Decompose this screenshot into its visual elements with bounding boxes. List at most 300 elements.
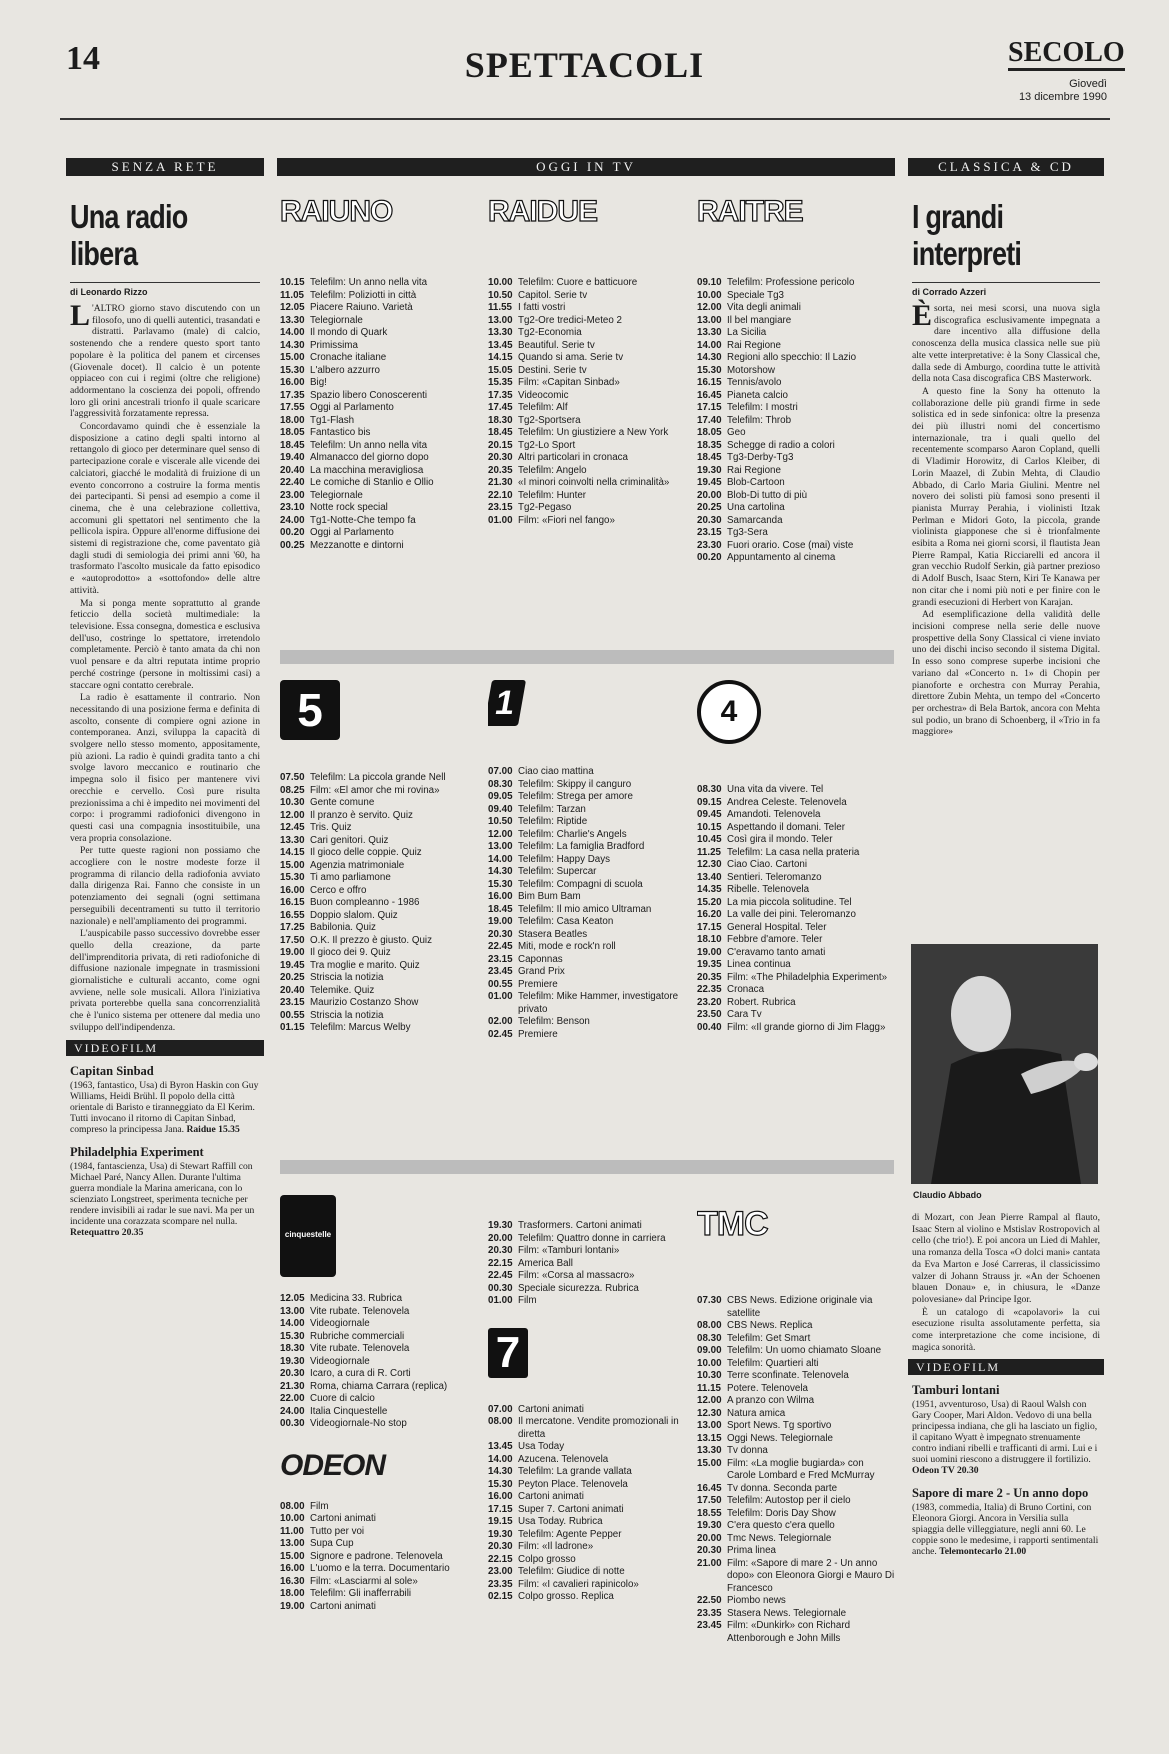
program-title: CBS News. Edizione originale via satellite (727, 1295, 873, 1319)
canale5-logo (280, 680, 476, 740)
program-row (488, 916, 686, 929)
program-time: 10.15 (280, 277, 305, 288)
channel-raiuno (280, 195, 476, 635)
program-row (280, 1601, 476, 1614)
program-row (697, 527, 895, 540)
program-row (697, 922, 895, 935)
program-time: 18.05 (697, 427, 722, 438)
program-time: 00.25 (280, 539, 305, 551)
left-byline: di Leonardo Rizzo (70, 282, 260, 297)
program-title: Icaro, a cura di R. Corti (310, 1368, 411, 1379)
program-row (488, 1591, 686, 1604)
program-title: Tg2-Lo Sport (518, 439, 576, 451)
program-row (488, 954, 686, 967)
program-title: Telefilm: Agente Pepper (518, 1528, 622, 1540)
channel-raitre (697, 195, 895, 635)
right-videofilm-item (908, 1486, 1104, 1557)
program-time: 18.10 (697, 934, 722, 945)
program-row (488, 966, 686, 979)
program-time: 08.00 (697, 1320, 722, 1331)
program-title: Motorshow (727, 364, 775, 376)
program-time: 12.30 (697, 859, 722, 870)
program-time: 18.45 (488, 903, 513, 915)
program-row (280, 1418, 476, 1431)
program-title: Schegge di radio a colori (727, 439, 835, 451)
program-title: Ciao ciao mattina (518, 766, 594, 777)
program-row (280, 785, 476, 798)
retequattro-logo (697, 680, 895, 744)
program-row (488, 1479, 686, 1492)
program-time: 21.00 (697, 1557, 722, 1569)
program-row (697, 327, 895, 340)
program-row (280, 922, 476, 935)
program-title: Appuntamento al cinema (727, 552, 836, 563)
program-title: Ribelle. Telenovela (727, 884, 810, 895)
program-time: 24.00 (280, 514, 305, 526)
program-time: 17.35 (488, 389, 513, 401)
program-row (280, 997, 476, 1010)
program-title: Almanacco del giorno dopo (310, 452, 429, 463)
program-time: 18.30 (280, 1343, 305, 1354)
program-time: 13.00 (697, 314, 722, 326)
program-row (280, 327, 476, 340)
program-title: Doppio slalom. Quiz (310, 909, 398, 921)
program-title: Telefilm: Compagni di scuola (518, 878, 643, 890)
program-row (488, 866, 686, 879)
page-number: 14 (66, 40, 100, 77)
program-title: Oggi al Parlamento (310, 402, 394, 413)
program-row (280, 515, 476, 528)
program-title: Oggi News. Telegiornale (727, 1432, 834, 1444)
program-time: 14.15 (280, 847, 305, 858)
videofilm-text (70, 1161, 260, 1238)
videofilm-text (912, 1399, 1100, 1476)
program-row (280, 885, 476, 898)
program-row (697, 477, 895, 490)
program-row (488, 1258, 686, 1271)
program-row (697, 502, 895, 515)
rete-a-schedule (488, 1220, 686, 1308)
program-row (488, 1220, 686, 1233)
program-title: Cronaca (727, 984, 765, 995)
program-time: 23.45 (488, 966, 513, 977)
program-row (697, 1495, 895, 1508)
program-title: Speciale sicurezza. Rubrica (518, 1282, 639, 1294)
program-title: Ciao Ciao. Cartoni (727, 859, 808, 870)
program-time: 14.00 (697, 339, 722, 351)
program-row (488, 465, 686, 478)
program-row (697, 390, 895, 403)
program-title: Telefilm: Quartieri alti (727, 1357, 819, 1369)
program-row (280, 1331, 476, 1344)
program-row (697, 540, 895, 553)
program-row (697, 1370, 895, 1383)
program-time: 00.30 (488, 1282, 513, 1294)
program-title: Telefilm: Supercar (518, 866, 597, 877)
program-title: Sentieri. Teleromanzo (727, 871, 822, 883)
program-row (488, 290, 686, 303)
program-title: Natura amica (727, 1407, 786, 1419)
program-title: Andrea Celeste. Telenovela (727, 796, 847, 808)
program-title: Telefilm: Un anno nella vita (310, 277, 428, 288)
program-title: Film: «Lasciarmi al sole» (310, 1575, 418, 1587)
program-time: 22.35 (697, 984, 722, 995)
program-time: 09.05 (488, 791, 513, 802)
program-row (280, 315, 476, 328)
program-time: 23.15 (488, 502, 513, 513)
program-row (697, 1383, 895, 1396)
program-row (697, 1433, 895, 1446)
program-row (488, 891, 686, 904)
program-title: Supa Cup (310, 1538, 354, 1549)
program-row (280, 1538, 476, 1551)
program-title: Telefilm: La piccola grande Nell (310, 772, 446, 783)
program-time: 19.00 (280, 947, 305, 958)
program-time: 19.30 (488, 1220, 513, 1231)
program-title: Vite rubate. Telenovela (310, 1343, 410, 1354)
program-title: Cartoni animati (518, 1491, 584, 1502)
program-row (697, 859, 895, 872)
program-row (280, 1406, 476, 1419)
program-row (488, 415, 686, 428)
program-time: 16.00 (488, 1491, 513, 1502)
program-row (697, 997, 895, 1010)
program-row (697, 1508, 895, 1521)
program-title: Telemike. Quiz (310, 984, 375, 996)
program-time: 08.00 (280, 1500, 305, 1512)
program-time: 07.50 (280, 772, 305, 783)
program-title: Regioni allo specchio: Il Lazio (727, 352, 857, 363)
program-row (488, 1541, 686, 1554)
program-title: Il gioco dei 9. Quiz (310, 947, 391, 958)
program-time: 15.20 (697, 896, 722, 908)
program-title: A pranzo con Wilma (727, 1395, 815, 1406)
program-row (697, 809, 895, 822)
program-row (280, 290, 476, 303)
program-time: 10.00 (697, 1357, 722, 1369)
program-time: 23.15 (697, 527, 722, 538)
program-title: Cronache italiane (310, 352, 387, 363)
program-title: Film: «El amor che mi rovina» (310, 784, 440, 796)
program-title: Film: «Tamburi lontani» (518, 1245, 620, 1256)
program-time: 00.20 (280, 527, 305, 538)
program-time: 10.30 (697, 1370, 722, 1381)
program-row (280, 1368, 476, 1381)
program-row (697, 427, 895, 440)
program-title: Spazio libero Conoscerenti (310, 389, 428, 401)
program-row (697, 315, 895, 328)
videofilm-text (912, 1502, 1100, 1557)
program-row (280, 402, 476, 415)
program-row (488, 841, 686, 854)
program-time: 14.15 (488, 352, 513, 363)
program-title: Il mondo di Quark (310, 327, 388, 338)
program-time: 22.00 (280, 1393, 305, 1404)
program-time: 15.30 (488, 878, 513, 890)
program-row (280, 390, 476, 403)
program-title: Così gira il mondo. Teler (727, 834, 833, 845)
program-row (488, 1466, 686, 1479)
canale5-schedule (280, 772, 476, 1035)
program-title: Usa Today. Rubrica (518, 1516, 603, 1527)
program-time: 10.00 (697, 289, 722, 301)
program-row (697, 1545, 895, 1558)
program-title: Telefilm: Casa Keaton (518, 916, 614, 927)
program-time: 14.30 (488, 866, 513, 877)
program-time: 13.00 (280, 1305, 305, 1317)
program-row (697, 959, 895, 972)
program-title: Telefilm: La grande vallata (518, 1466, 632, 1477)
retequattro-logo-mark: 4 (697, 680, 761, 744)
program-title: La macchina meravigliosa (310, 464, 424, 476)
program-row (488, 427, 686, 440)
program-title: Caponnas (518, 953, 563, 965)
program-row (488, 302, 686, 315)
program-title: Telegiornale (310, 489, 363, 501)
program-time: 22.45 (488, 941, 513, 952)
program-title: Il bel mangiare (727, 314, 792, 326)
divider-band (280, 650, 894, 664)
program-time: 00.55 (280, 1009, 305, 1021)
program-row (488, 1566, 686, 1579)
program-title: Il mercatone. Vendite promozionali in diretta (518, 1416, 679, 1440)
program-row (488, 1245, 686, 1258)
italia1-logo (488, 680, 686, 726)
raiuno-schedule (280, 277, 476, 552)
program-time: 09.00 (697, 1345, 722, 1356)
left-section-label: SENZA RETE (66, 158, 264, 176)
program-title: Tv donna. Seconda parte (727, 1482, 838, 1494)
program-time: 23.10 (280, 502, 305, 513)
program-time: 12.45 (280, 822, 305, 833)
program-row (697, 1445, 895, 1458)
program-row (280, 935, 476, 948)
program-title: Telefilm: Benson (518, 1016, 590, 1027)
program-title: Trasformers. Cartoni animati (518, 1220, 642, 1231)
program-row (280, 415, 476, 428)
program-title: Telefilm: Alf (518, 402, 568, 413)
right-paragraph (912, 299, 1100, 385)
program-title: Tg1-Flash (310, 414, 355, 426)
program-time: 23.45 (697, 1620, 722, 1631)
program-title: Telefilm: Gli inafferrabili (310, 1588, 412, 1599)
program-row (488, 1579, 686, 1592)
program-title: Premiere (518, 1028, 558, 1040)
program-time: 08.30 (488, 778, 513, 790)
program-row (697, 822, 895, 835)
section-title: SPETTACOLI (464, 45, 705, 85)
program-title: Potere. Telenovela (727, 1382, 808, 1394)
program-time: 20.35 (697, 971, 722, 983)
program-title: C'era questo c'era quello (727, 1520, 835, 1531)
right-paragraph: di Mozart, con Jean Pierre Rampal al flauto, Isaac Stern al violino e Mstislav Rostropovich al cello (che trio!). E poi ancora un Lied di Mahler, una romanza della Tosca «O dolci mani» cantata da Eva Marton e José Carreras, il classicissimo valzer di Johann Strauss jr. «An der Schoenen blauen Donau» e, in chiusura, le «Danze polovesiane» dal Principe Igor. (912, 1212, 1100, 1305)
program-title: Premiere (518, 978, 558, 990)
program-time: 13.30 (697, 327, 722, 338)
program-row (488, 1491, 686, 1504)
program-title: Miti, mode e rock'n roll (518, 941, 616, 952)
program-time: 17.40 (697, 414, 722, 426)
program-row (280, 960, 476, 973)
program-row (280, 440, 476, 453)
program-time: 22.50 (697, 1595, 722, 1606)
program-title: Samarcanda (727, 514, 783, 526)
right-article-body (912, 299, 1100, 738)
program-row (488, 829, 686, 842)
program-title: Film: «La moglie bugiarda» con Carole Lombard e Fred McMurray (727, 1457, 875, 1481)
program-row (697, 934, 895, 947)
program-title: Videogiornale-No stop (310, 1418, 407, 1429)
program-time: 19.45 (697, 477, 722, 488)
program-time: 00.20 (697, 552, 722, 563)
program-time: 15.00 (280, 1550, 305, 1562)
program-title: Colpo grosso. Replica (518, 1591, 614, 1602)
italia1-schedule (488, 766, 686, 1041)
program-row (488, 452, 686, 465)
program-row (697, 352, 895, 365)
program-time: 10.30 (280, 797, 305, 808)
program-row (697, 1608, 895, 1621)
program-row (488, 1016, 686, 1029)
program-title: L'albero azzurro (310, 364, 380, 376)
program-time: 00.55 (488, 978, 513, 990)
program-time: 12.30 (697, 1407, 722, 1419)
program-time: 23.35 (697, 1607, 722, 1619)
program-time: 13.30 (697, 1445, 722, 1456)
videofilm-title: Philadelphia Experiment (70, 1144, 204, 1159)
divider-band (280, 1160, 894, 1174)
program-title: Telefilm: Un anno nella vita (310, 439, 428, 451)
program-row (280, 352, 476, 365)
program-row (280, 772, 476, 785)
program-time: 22.15 (488, 1553, 513, 1565)
portrait-illustration (911, 944, 1098, 1184)
program-row (488, 1404, 686, 1417)
program-row (488, 1441, 686, 1454)
program-title: Tg2-Sportsera (518, 414, 581, 426)
cinquestelle-logo-mark: cinquestelle (280, 1195, 336, 1277)
program-time: 12.00 (488, 828, 513, 840)
program-time: 10.00 (488, 277, 513, 288)
tmc-schedule (697, 1295, 895, 1645)
program-title: Geo (727, 427, 746, 438)
program-title: Tutto per voi (310, 1525, 365, 1537)
program-title: Una vita da vivere. Tel (727, 784, 824, 795)
program-time: 10.00 (280, 1513, 305, 1524)
program-time: 17.15 (488, 1503, 513, 1515)
program-time: 09.45 (697, 809, 722, 820)
program-time: 16.30 (280, 1575, 305, 1587)
program-title: Telefilm: Mike Hammer, investigatore privato (518, 991, 679, 1015)
program-time: 15.35 (488, 377, 513, 388)
program-row (280, 1318, 476, 1331)
program-time: 07.30 (697, 1295, 722, 1306)
program-title: Peyton Place. Telenovela (518, 1478, 628, 1490)
program-time: 20.40 (280, 984, 305, 996)
program-row (488, 804, 686, 817)
program-time: 20.30 (697, 1545, 722, 1556)
program-row (488, 1504, 686, 1517)
program-title: Cartoni animati (518, 1403, 584, 1415)
program-row (488, 766, 686, 779)
program-row (697, 365, 895, 378)
program-time: 02.15 (488, 1591, 513, 1602)
program-title: Telefilm: Cuore e batticuore (518, 277, 638, 288)
program-time: 18.30 (488, 414, 513, 426)
program-time: 20.30 (697, 514, 722, 526)
right-byline: di Corrado Azzeri (912, 282, 1100, 297)
program-time: 02.45 (488, 1028, 513, 1040)
program-row (697, 1333, 895, 1346)
program-title: Telefilm: Giudice di notte (518, 1566, 625, 1577)
canale5-logo-mark: 5 (280, 680, 340, 740)
program-title: Aspettando il domani. Teler (727, 821, 845, 833)
program-row (488, 1554, 686, 1567)
program-row (488, 779, 686, 792)
program-title: Blob-Di tutto di più (727, 489, 808, 501)
program-row (697, 1533, 895, 1546)
program-time: 17.50 (280, 934, 305, 946)
program-row (280, 872, 476, 885)
program-row (697, 377, 895, 390)
program-time: 13.30 (488, 327, 513, 338)
program-time: 13.40 (697, 871, 722, 883)
program-row (488, 515, 686, 528)
program-row (280, 277, 476, 290)
program-row (488, 1529, 686, 1542)
left-paragraph: L'auspicabile passo successivo dovrebbe esser quello della creazione, da parte dell'imprenditoria privata, di reti radiofoniche di diffusione nazionale impegnate in trasmissioni giornalistiche e culturali accanto, come ogni avviene, nelle sole musicali. Allora l'iniziativa privata porterebbe quella sana concorrenzialità che è l'unico sistema per ottenere dal media uno sviluppo dell'indipendenza. (70, 928, 260, 1033)
program-row (488, 1416, 686, 1441)
program-time: 19.30 (280, 1355, 305, 1367)
program-title: Telefilm: Riptide (518, 816, 588, 827)
program-time: 18.00 (280, 1588, 305, 1599)
program-time: 19.00 (280, 1600, 305, 1612)
program-row (697, 1345, 895, 1358)
program-title: Telefilm: Strega per amore (518, 791, 633, 802)
videofilm-description: (1963, fantastico, Usa) di Byron Haskin con Guy Williams, Heidi Brühl. Il popolo della città orientale di Baristo e tiranneggiato da El Kerim. Tutti invocano il ritorno di Capitan Sinbad, compreso la principessa Jana. (70, 1079, 259, 1135)
tmc-logo: TMC (697, 1205, 768, 1243)
program-time: 10.50 (488, 816, 513, 827)
program-row (488, 1233, 686, 1246)
program-time: 09.15 (697, 796, 722, 808)
program-time: 22.45 (488, 1270, 513, 1281)
program-time: 17.55 (280, 402, 305, 413)
program-row (488, 327, 686, 340)
program-title: Primissima (310, 339, 358, 351)
program-row (280, 1526, 476, 1539)
program-time: 08.30 (697, 1332, 722, 1344)
program-time: 15.30 (488, 1478, 513, 1490)
program-row (697, 947, 895, 960)
program-row (697, 290, 895, 303)
program-row (280, 1356, 476, 1369)
program-title: Il gioco delle coppie. Quiz (310, 847, 422, 858)
program-title: Telefilm: La famiglia Bradford (518, 841, 645, 852)
program-time: 23.50 (697, 1009, 722, 1020)
program-row (488, 315, 686, 328)
left-videofilm-item (66, 1145, 264, 1238)
program-time: 19.30 (697, 1520, 722, 1531)
program-row (488, 1029, 686, 1042)
program-row (697, 1458, 895, 1483)
channel-italia1 (488, 680, 686, 1150)
program-time: 18.45 (488, 427, 513, 438)
program-title: Film (310, 1500, 329, 1512)
left-paragraph: Concordavamo quindi che è essenziale la disposizione a catino degli spalti intorno al rettangolo di gioco per determinare quel senso di partecipazione corale e viscerale alle vicende dei calciatori, giacché le modalità di fruizione di un evento concorrono a costruire la forma mentis dei partecipanti. Si pensi ad esempio a come il cinema, che è una celebrazione collettiva, accomuni gli spettatori nel sentimento che la pellicola ispira. Oppure all'enorme diffusione dei sistemi di registrazione che, come paventato già dagli studi di semiologia dei primi anni '60, ha trasformato l'ascolto musicale da fatto episodico e «autoprodotto» a «sottofondo» delle altre attività. (70, 421, 260, 596)
program-time: 22.10 (488, 489, 513, 501)
program-title: Tg3-Derby-Tg3 (727, 452, 794, 463)
issue-day: 13 dicembre 1990 (1018, 91, 1107, 103)
left-paragraph: Ma si ponga mente soprattutto al grande feticcio della società multimediale: la televisione. Essa consegna, domestica e esclusiva dell'uso, costringe lo spettatore, irretendolo completamente. Perciò è tanto amata da chi non vuol pensare e da altri reputata intime proprio perché costringe (persone in moltissimi casi) a staccare ogni contatto cerebrale. (70, 597, 260, 691)
